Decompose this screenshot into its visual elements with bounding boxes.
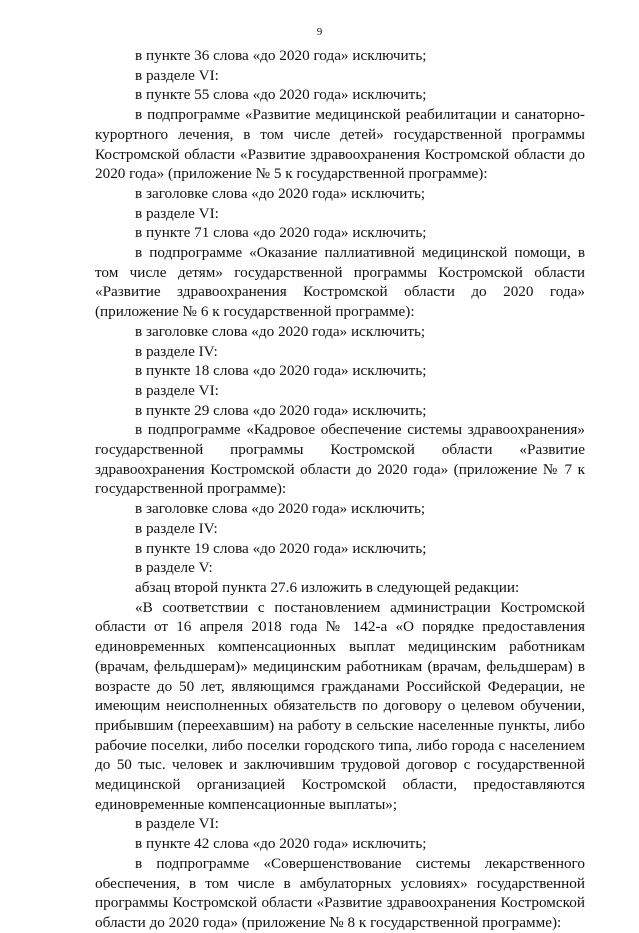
paragraph-16: в разделе IV: xyxy=(135,519,218,537)
paragraph-12: в разделе VI: xyxy=(135,381,219,399)
document-body xyxy=(95,46,585,933)
paragraph-23: в подпрограмме «Совершенствование системы лекарственного обеспечения, в том числе в амбулаторных условиях» государственной программы Костромской области «Развитие здравоохранения Костромской области до 2020 года» (приложение № 8 к государственной программе): xyxy=(95,854,585,931)
paragraph-2: в разделе VI: xyxy=(135,66,219,84)
paragraph-18: в разделе V: xyxy=(135,559,213,577)
paragraph-5: в заголовке слова «до 2020 года» исключить; xyxy=(135,184,426,202)
paragraph-9: в заголовке слова «до 2020 года» исключить; xyxy=(135,322,426,340)
paragraph-6: в разделе VI: xyxy=(135,204,219,222)
paragraph-21: в разделе VI: xyxy=(135,815,219,833)
paragraph-8: в подпрограмме «Оказание паллиативной медицинской помощи, в том числе детям» государственной программы Костромской области «Развитие здравоохранения Костромской области до 2020 года» (приложение № 6 к государственной программе): xyxy=(95,244,585,321)
paragraph-17: в пункте 19 слова «до 2020 года» исключить; xyxy=(135,539,427,557)
paragraph-14: в подпрограмме «Кадровое обеспечение системы здравоохранения» государственной программы Костромской области «Развитие здравоохранения Костромской области до 2020 года» (приложение № 7 к государственной программе): xyxy=(95,421,585,498)
page-number: 9 xyxy=(316,26,323,38)
paragraph-13: в пункте 29 слова «до 2020 года» исключить; xyxy=(135,401,427,419)
paragraph-3: в пункте 55 слова «до 2020 года» исключить; xyxy=(135,86,427,104)
paragraph-4: в подпрограмме «Развитие медицинской реабилитации и санаторно-курортного лечения, в том числе детей» государственной программы Костромской области «Развитие здравоохранения Костромской области до 2020 года» (приложение № 5 к государственной программе): xyxy=(95,106,585,183)
paragraph-15: в заголовке слова «до 2020 года» исключить; xyxy=(135,500,426,518)
paragraph-7: в пункте 71 слова «до 2020 года» исключить; xyxy=(135,224,427,242)
paragraph-22: в пункте 42 слова «до 2020 года» исключить; xyxy=(135,835,427,853)
paragraph-20: «В соответствии с постановлением администрации Костромской области от 16 апреля 2018 года № 142-а «О порядке предоставления единовременных компенсационных выплат медицинским работникам (врачам, фельдшерам)» медицинским работникам (врачам, фельдшерам) в возрасте до 50 лет, являющимся гражданами Российской Федерации, не имеющим неисполненных обязательств по договору о целевом обучении, прибывшим (переехавшим) на работу в сельские населенные пункты, либо рабочие поселки, либо поселки городского типа, либо города с населением до 50 тыс. человек и заключившим трудовой договор с государственной медицинской организацией Костромской области, предоставляются единовременные компенсационные выплаты»; xyxy=(95,598,585,813)
paragraph-10: в разделе IV: xyxy=(135,342,218,360)
paragraph-19: абзац второй пункта 27.6 изложить в следующей редакции: xyxy=(135,578,520,596)
paragraph-11: в пункте 18 слова «до 2020 года» исключить; xyxy=(135,362,427,380)
paragraph-1: в пункте 36 слова «до 2020 года» исключить; xyxy=(135,47,427,64)
